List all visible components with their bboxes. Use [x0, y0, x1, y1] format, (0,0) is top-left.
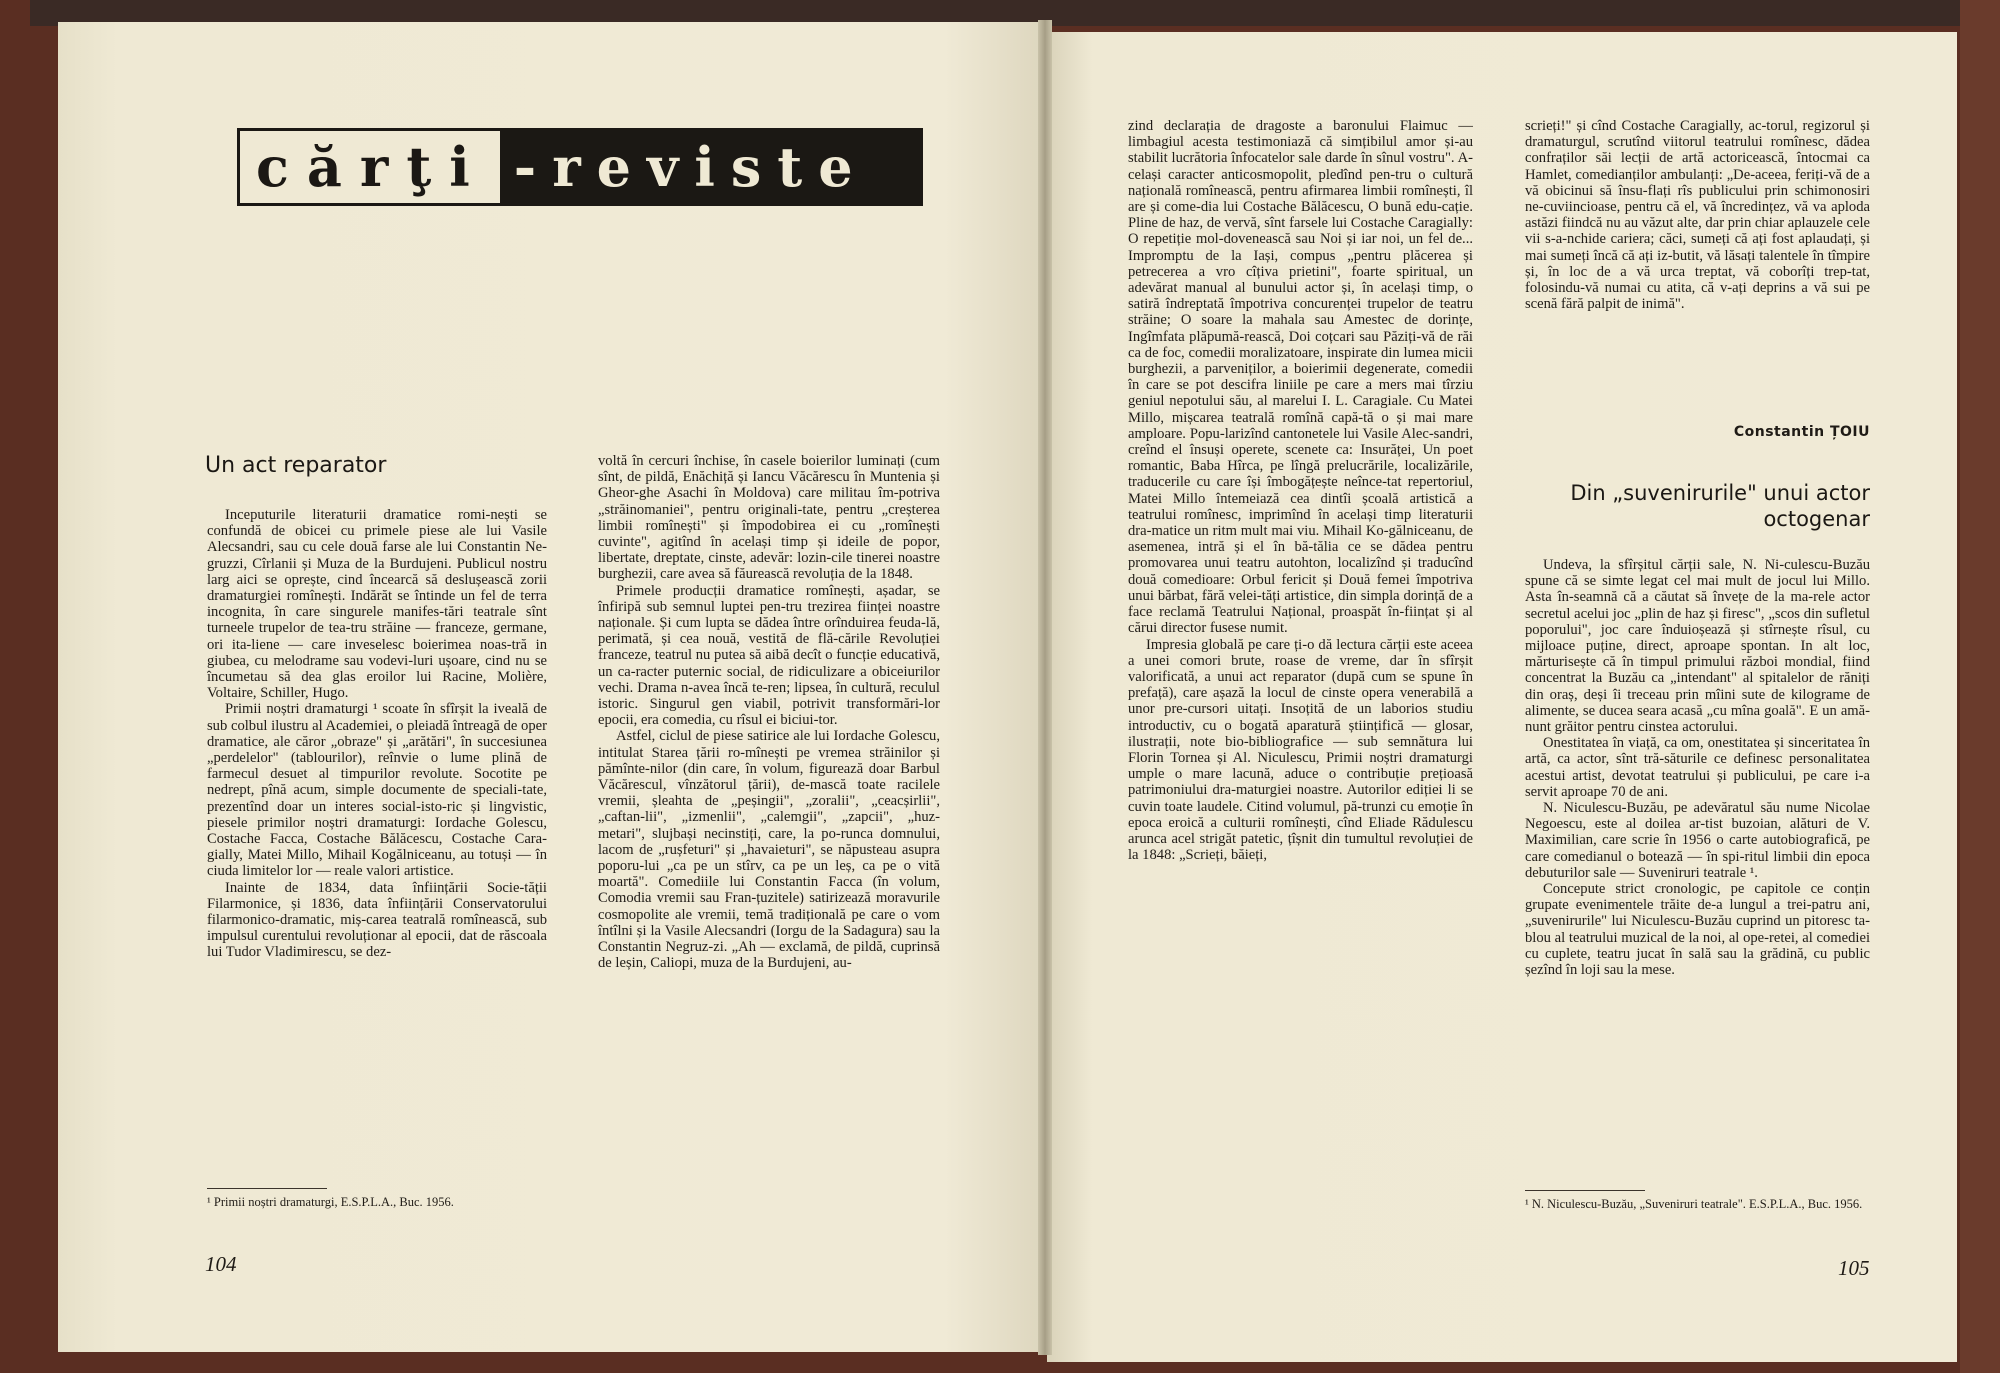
left-col1: [207, 507, 547, 1177]
article2-title: [1545, 480, 1870, 532]
article2-title-line1: Din „suvenirurile" unui actor: [1570, 481, 1870, 505]
footnote-rule: [1525, 1190, 1645, 1191]
page-number-right: 105: [1838, 1256, 1870, 1280]
book-edge-right: [1960, 0, 2000, 1373]
paragraph: Inceputurile literaturii dramatice romi-nești se confundă de obicei cu primele piese ale lui Vasile Alecsandri, sau cu cele două farse ale lui Constantin Ne-gruzzi, Cîrlanii și Muza de la Burdujeni. Publicul nostru larg aici se oprește, cind încearcă să deslușească zorii dramaturgiei romînești. Indărăt se întinde un fel de terra incognita, în care singurele manifes-tări teatrale sînt turneele trupelor de tea-tru străine — franceze, germane, ori ita-liene — care inveselesc boierimea noas-tră in giubea, cu melodrame sau vodevi-luri ușoare, cind nu se încumetau să dea glas eroilor lui Racine, Molière, Voltaire, Schiller, Hugo.: [207, 507, 547, 702]
paragraph: Impresia globală pe care ți-o dă lectura cărții este aceea a unei comori brute, roase de vreme, dar în sfîrșit valorificată, a unui act reparator (după cum se spune în prefață), care așază la locul de cinste opera venerabilă a unor pre-cursori uitați. Insoțită de un laborios studiu introductiv, cu o bogată aparatură științifică — glosar, ilustrații, note bio-bibliografice — sub semnătura lui Florin Tornea și Al. Niculescu, Primii noștri dramaturgi umple o mare lacună, aduce o contribuție prețioasă patrimoniului dra-maturgiei noastre. Autorilor ediției li se cuvin toate laudele. Citind volumul, pă-trunzi cu emoție în epoca eroică a culturii romînești, cînd Eliade Rădulescu arunca acel strigăt patetic, țîșnit din tumultul revoluției de la 1848: „Scrieți, băieți,: [1128, 636, 1473, 864]
paragraph: zind declarația de dragoste a baronului Flaimuc — limbagiul acesta testimoniază că simțibilul amor și-au stabilit lucrătoria înfocatelor sale darde în sînul vostru". A-celași caracter anticosmopolit, pledînd pen-tru o cultură națională romînească, pentru afirmarea limbii romînești, îl are și come-dia lui Costache Bălăcescu, O bună edu-cație. Pline de haz, de vervă, sînt farsele lui Costache Caragially: O repetiție mol-dovenească sau Noi și iar noi, un fel de... Impromptu de la Iași, compus „pentru plăcerea și petrecerea a vro cîțiva prietini", foarte spiritual, un adevărat manual al bunului actor și, în același timp, o satiră îndreptată împotriva concurenței trupelor de teatru străine; O soare la mahala sau Amestec de dorințe, Ingîmfata plăpumă-rească, Doi coțcari sau Păziți-vă de răi ca de foc, comedii moralizatoare, inspirate din lumea micii burghezii, a parveniților, a boierimii degenerate, comedii în care se pot descifra liniile pe care a mers mai tîrziu geniul nepotului său, al marelui I. L. Caragiale. Cu Matei Millo, mișcarea teatrală romînă capă-tă o și mai mare amploare. Popu-larizînd cantonetele lui Vasile Alec-sandri, creînd el însuși operete, scenete ca: Insurăței, Un poet romantic, Baba Hîrca, pe lîngă prelucrările, localizările, traducerile cu care își îmbogățește neînce-tat repertoriul, Matei Millo întemeiază cea dintîi școală artistică a teatrului romînesc, imprimînd în același timp literaturii dra-matice un ritm mult mai viu. Mihail Ko-gălniceanu, de asemenea, intră și el în bă-tălia ce se dădea pentru promovarea unui teatru autohton, localizînd și traducînd două comedioare: Orbul fericit și Două femei împotriva unui bărbat, fără velei-tăți artistice, din simpla dorință de a face reclamă Teatrului Național, proaspăt în-ființat și al cărui director fusese numit.: [1128, 118, 1473, 637]
paragraph: Primele producții dramatice romînești, așadar, se înfiripă sub semnul luptei pen-tru trezirea ființei noastre naționale. Și cum lupta se dădea între orînduirea feuda-lă, perimată, și cea nouă, vestită de flă-cările Revoluției franceze, teatrul nu putea să aibă decît o funcție educativă, un ca-racter puternic social, de ridiculizare a obiceiurilor vechi. Drama n-avea încă te-ren; lipsea, în cultură, reculul istoric. Singurul gen viabil, potrivit transformări-lor epocii, era comedia, cu rîsul ei biciui-tor.: [598, 582, 940, 729]
right-col2: [1525, 557, 1870, 1177]
paragraph: Primii noștri dramaturgi ¹ scoate în sfîrșit la iveală de sub colbul ilustru al Academiei, o pleiadă întreagă de oper dramatice, ale căror „obraze" și „arătări", în succesiunea „perdelelor" (tablourilor), reînvie o lume plină de farmecul desuet al timpurilor revolute. Socotite pe nedrept, pînă acum, simple documente de speciali-tate, prezentînd doar un interes social-isto-ric și lingvistic, piesele primilor noștri dramaturgi: Iordache Golescu, Costache Facca, Costache Bălăcescu, Costache Cara-gially, Matei Millo, Mihail Kogălniceanu, au totuși — în ciuda limitelor lor — reale valori artistice.: [207, 701, 547, 880]
right-col1: [1128, 118, 1473, 1243]
paragraph: scrieți!" și cînd Costache Caragially, ac-torul, regizorul și dramaturgul, scrutînd viitorul teatrului romînesc, dădea confraților săi lecții de artă actoricească, întocmai ca Hamlet, comedianților ambulanți: „De-aceea, feriți-vă de a vă obicinui să însu-flați rîs publicului prin schimonosiri ne-cuviincioase, pentru că el, vă încredințez, vă va aploda astăzi fiindcă nu au văzut alte, dar prin chiar aplauzele cele vii s-a-nchide cariera; căci, sumeți că ați fost aplaudați, și mai sumeți încă că ați iz-butit, vă lăsați talentele în tîmpire și, în loc de a vă urca treptat, vă coborîți trep-tat, folosindu-vă numai cu atita, că v-ați deprins a vă sui pe scenă fără palpit de inimă".: [1525, 118, 1870, 313]
paragraph: Undeva, la sfîrșitul cărții sale, N. Ni-culescu-Buzău spune că se simte legat cel mai mult de jocul lui Millo. Asta în-seamnă că a căutat să învețe de la ma-rele actor secretul acelui joc „plin de haz și firesc", „scos din sufletul poporului", joc care înduioșează și stîrnește rîsul, cu mijloace puține, direct, aproape spontan. In alt loc, mărturisește că în timpul primului război mondial, fiind concentrat la Buzău ca „intendant" al spitalelor de răniți din oraș, deși îi treceau prin mîini sute de kilograme de alimente, se ducea seara acasă „cu mîna goală". E un amă-nunt grăitor pentru cinstea actorului.: [1525, 557, 1870, 736]
paragraph: Concepute strict cronologic, pe capitole ce conțin grupate evenimentele trăite de-a lungul a trei-patru ani, „suvenirurile" lui Niculescu-Buzău cuprind un pitoresc ta-blou al teatrului muzical de la noi, al ope-retei, al comediei cu cuplete, teatru jucat în sală sau la grădină, cu public șezînd în loji sau la mese.: [1525, 881, 1870, 979]
paragraph: N. Niculescu-Buzău, pe adevăratul său nume Nicolae Negoescu, este al doilea ar-tist buzoian, alături de V. Maximilian, care scrie în 1956 o carte autobiografică, pe care comedianul o botează — în spi-ritul limbii din epoca debuturilor sale — Suveniruri teatrale ¹.: [1525, 800, 1870, 881]
footnote: ¹ N. Niculescu-Buzău, „Suveniruri teatrale". E.S.P.L.A., Buc. 1956.: [1525, 1197, 1863, 1211]
book-gutter: [1038, 20, 1052, 1355]
footnote: ¹ Primii noștri dramaturgi, E.S.P.L.A., Buc. 1956.: [207, 1195, 454, 1209]
paragraph: voltă în cercuri închise, în casele boierilor luminați (cum sînt, de pildă, Enăchiță și Iancu Văcărescu în Muntenia și Gheor-ghe Asachi în Moldova) care militau îm-potriva „străinomaniei", pentru originali-tate, pentru „creșterea limbii romînești" și împodobirea ei cu „romînești cuvinte", agitînd în același timp și ideile de popor, libertate, dreptate, cinste, adevăr: lozin-cile tinerei noastre burghezii, care avea să făurească revoluția de la 1848.: [598, 453, 940, 583]
article-title: Un act reparator: [205, 453, 387, 478]
left-col2: [598, 453, 940, 1243]
page-number-left: 104: [205, 1252, 237, 1276]
right-col2-top: [1525, 118, 1870, 430]
footnote-rule: [207, 1188, 327, 1189]
header-part2: -reviste: [500, 131, 920, 203]
paragraph: Inainte de 1834, data înființării Socie-tății Filarmonice, și 1836, data înființării Conservatorului filarmonico-dramatic, miș-carea teatrală romînească, sub impulsul curentului revoluționar al epocii, dat de răscoala lui Tudor Vladimirescu, se dez-: [207, 879, 547, 961]
author-signature: Constantin ȚOIU: [1733, 424, 1870, 440]
section-header: [237, 128, 923, 206]
paragraph: Astfel, ciclul de piese satirice ale lui Iordache Golescu, intitulat Starea țării ro-mînești pe vremea străinilor și pămînte-nilor (din care, în volum, figurează doar Barbul Văcărescul, vînzătorul țării), de-mască toate racilele vremii, șleahta de „peșingii", „zoralii", „ceacșirlii", „caftan-lii", „izmenlii", „calemgii", „zapcii", „huz-metari", slujbași necinstiți, care, la po-runca domnului, lacom de „rușfeturi" și „havaieturi", se năpusteau asupra poporu-lui „ca pe un stîrv, ca pe un leș, ca pe o vită moartă". Comediile lui Constantin Facca (în volum, Comodia vremii sau Fran-țuzitele) satirizează moravurile cosmopolite ale vremii, temă tradițională pe care o vom întîlni și la Vasile Alecsandri (Iorgu de la Sadagura) sau la Constantin Negruz-zi. „Ah — exclamă, de pildă, cuprinsă de leșin, Caliopi, muza de la Burdujeni, au-: [598, 728, 940, 972]
header-part1: cărţi: [256, 135, 488, 199]
paragraph: Onestitatea în viață, ca om, onestitatea și sinceritatea în artă, ca actor, sînt tră-săturile ce definesc personalitatea acestui artist, devotat teatrului și publicului, pe care i-a servit aproape 70 de ani.: [1525, 735, 1870, 800]
article2-title-line2: octogenar: [1763, 507, 1870, 531]
